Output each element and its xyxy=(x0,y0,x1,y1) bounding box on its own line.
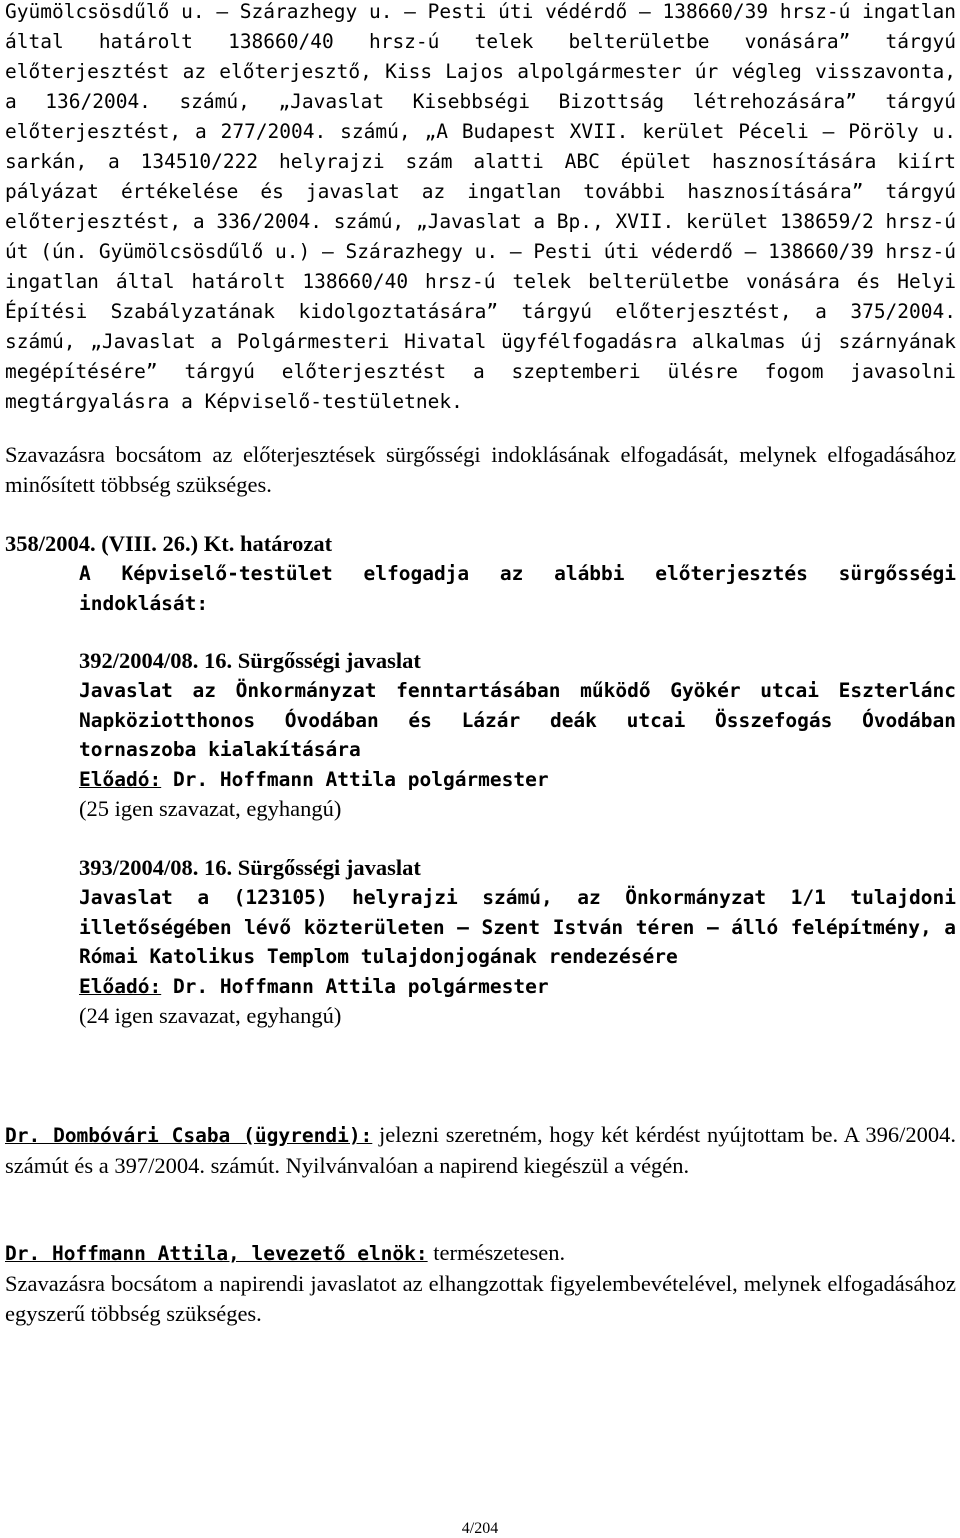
speech-dombovari xyxy=(5,1120,956,1181)
resolution-text: A Képviselő-testület elfogadja az alábbi előterjesztés sürgősségi indoklását: xyxy=(79,562,956,615)
agenda-item-number: 393/2004/08. 16. Sürgősségi javaslat xyxy=(79,855,421,880)
presenter-label: Előadó: xyxy=(79,767,162,791)
presenter-name: Dr. Hoffmann Attila polgármester xyxy=(172,974,549,998)
speech-text: jelezni szeretném, hogy két kérdést nyújtottam be. A 396/2004. számút és a 397/2004. számút. Nyilvánvalóan a napirend kiegészül a végén. xyxy=(5,1122,956,1178)
speech-hoffmann xyxy=(5,1238,956,1329)
speaker-name: Dr. Hoffmann Attila, levezető elnök: xyxy=(5,1242,428,1265)
opening-paragraph: Gyümölcsösdűlő u. – Szárazhegy u. – Pesti úti védérdő – 138660/39 hrsz-ú ingatlan által határolt 138660/40 hrsz-ú telek belterületbe vonására” tárgyú előterjesztést az előterjesztő, Kiss Lajos alpolgármester úr végleg visszavonta, a 136/2004. számú, „Javaslat Kisebbségi Bizottság létrehozására” tárgyú előterjesztést, a 277/2004. számú, „A Budapest XVII. kerület Péceli – Pöröly u. sarkán, a 134510/222 helyrajzi szám alatti ABC épület hasznosítására kiírt pályázat értékelése és javaslat az ingatlan további hasznosítására” tárgyú előterjesztést, a 336/2004. számú, „Javaslat a Bp., XVII. kerület 138659/2 hrsz-ú út (ún. Gyümölcsösdűlő u.) – Szárazhegy u. – Pesti úti véderdő – 138660/39 hrsz-ú ingatlan által határolt 138660/40 hrsz-ú telek belterületbe vonására és Helyi Építési Szabályzatának kidolgoztatására” tárgyú előterjesztést, a 375/2004. számú, „Javaslat a Polgármesteri Hivatal ügyfélfogadásra alkalmas új szárnyának megépítésére” tárgyú előterjesztést a szeptemberi ülésre fogom javasolni megtárgyalásra a Képviselő-testületnek. xyxy=(5,0,956,413)
vote-request-paragraph: Szavazásra bocsátom az előterjesztések sürgősségi indoklásának elfogadását, melynek elfogadásához minősített többség szükséges. xyxy=(5,442,956,497)
resolution-label: határozat xyxy=(240,531,333,556)
presenter-label: Előadó: xyxy=(79,974,162,998)
resolution-number: 358/2004. (VIII. 26.) Kt. xyxy=(5,531,235,556)
agenda-item-1 xyxy=(79,646,956,824)
agenda-item-2 xyxy=(79,853,956,1031)
resolution-block xyxy=(5,529,956,618)
agenda-item-title: Javaslat az Önkormányzat fenntartásában működő Gyökér utcai Eszterlánc Napköziotthonos Óvodában és Lázár deák utcai Összefogás Óvodában tornaszoba kialakítására xyxy=(79,679,956,761)
speech-text: természetesen. xyxy=(427,1240,566,1265)
presenter-name: Dr. Hoffmann Attila polgármester xyxy=(172,767,549,791)
speech-text-continued: Szavazásra bocsátom a napirendi javaslatot az elhangzottak figyelembevételével, melynek elfogadásához egyszerű többség szükséges. xyxy=(5,1271,956,1326)
agenda-item-presenter xyxy=(79,972,956,1002)
agenda-item-presenter xyxy=(79,765,956,795)
speaker-name: Dr. Dombóvári Csaba (ügyrendi): xyxy=(5,1124,373,1147)
page-number: 4/204 xyxy=(461,1520,499,1537)
agenda-item-title: Javaslat a (123105) helyrajzi számú, az Önkormányzat 1/1 tulajdoni illetőségében lévő közterületen – Szent István téren – álló felépítmény, a Római Katolikus Templom tulajdonjogának rendezésére xyxy=(79,886,956,968)
resolution-heading xyxy=(5,529,956,559)
agenda-item-vote: (24 igen szavazat, egyhangú) xyxy=(79,1003,342,1028)
agenda-item-number: 392/2004/08. 16. Sürgősségi javaslat xyxy=(79,648,421,673)
agenda-item-vote: (25 igen szavazat, egyhangú) xyxy=(79,796,342,821)
